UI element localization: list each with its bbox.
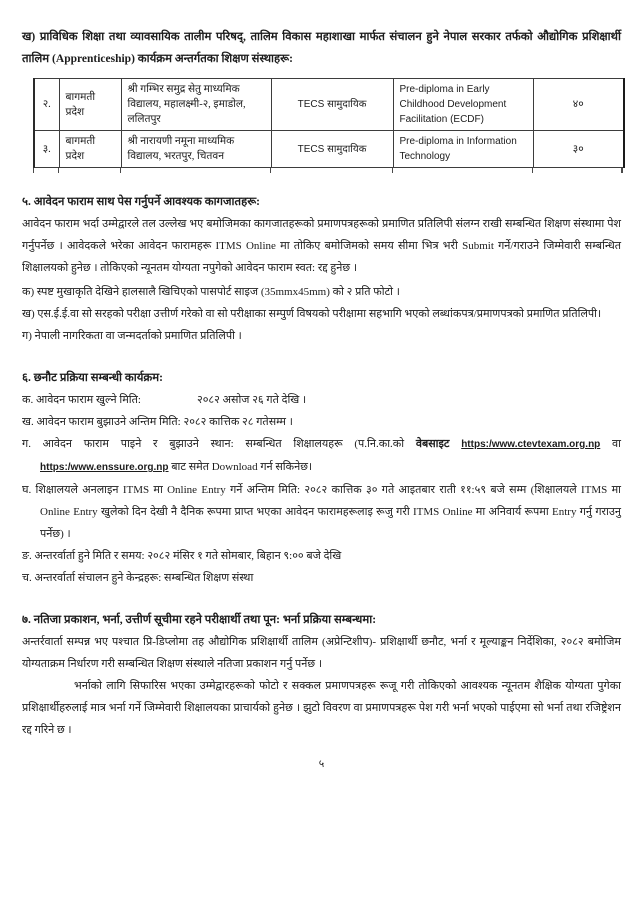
list-item-form-open-date — [22, 389, 621, 411]
school-name-cell: श्री गम्भिर समुद्र सेतु माध्यमिक विद्यालय, महालक्ष्मी-२, इमाडोल, ललितपुर — [121, 79, 271, 131]
list-item-form-location — [22, 433, 621, 479]
section7-paragraph2: भर्नाको लागि सिफारिस भएका उम्मेद्वारहरूको फोटो र सक्कल प्रमाणपत्रहरू रूजू गरी तोकिएको आवश्यक न्यूनतम शैक्षिक योग्यता पुगेका प्रशिक्षार्थीहरुलाई मात्र भर्ना गर्ने जिम्मेवारी शिक्षालयका प्राचार्यको हुनेछ । झुटो विवरण वा प्रमाणपत्रहरू पेश गरी भर्ना भएको पाईएमा सो भर्ना तथा रजिष्ट्रेशन रद्द गरिने छ । — [22, 680, 621, 736]
section7-paragraph1: अन्तर्रवार्ता सम्पन्न भए पश्चात प्रि-डिप्लोमा तह औद्योगिक प्रशिक्षार्थी तालिम (अप्रेन्टिशीप)- प्रशिक्षार्थी छनौट, भर्ना र मूल्याङ्कन निर्देशिका, २०८२ बमोजिम योग्यताक्रम निर्धारण गरी सम्बन्धित शिक्षण संस्थाले नतिजा प्रकाशन गर्नु पर्नेछ । — [22, 636, 621, 670]
list-item-interview-date: ङ. अन्तरर्वार्ता हुने मिति र समय: २०८२ मंसिर १ गते सोमबार, बिहान ९:०० बजे देखि — [22, 550, 342, 562]
list-item-interview-centers: च. अन्तरर्वार्ता संचालन हुने केन्द्रहरू: सम्बन्धित शिक्षण संस्था — [22, 572, 254, 584]
section5-heading: ५. आवेदन फाराम साथ पेस गर्नुपर्ने आवश्यक कागजातहरू: — [22, 196, 260, 208]
institutions-table — [33, 78, 625, 168]
serial-number-cell: ३. — [34, 131, 59, 168]
list-item: क) स्पष्ट मुखाकृति देखिने हालसालै खिचिएको पासपोर्ट साइज (35mmx45mm) को २ प्रति फोटो । — [22, 286, 400, 298]
section5-paragraph: आवेदन फाराम भर्दा उम्मेद्वारले तल उल्लेख भए बमोजिमका कागजातहरूको प्रमाणपत्रहरूको प्रमाणित प्रतिलिपी संलग्न राखी सम्बन्धित शिक्षण संस्थामा पेश गर्नुपर्नेछ । आवेदकले भरेका आवेदन फारामहरू ITMS Online मा तोकिए बमोजिमको समय सीमा भित्र भरी Submit गर्ने/गराउने जिम्मेवारी सम्बन्धित शिक्षालयको हुनेछ । तोकिएको न्यूनतम योग्यता नपुगेको आवेदन फाराम स्वत: रद्द हुनेछ । — [22, 218, 621, 274]
program-cell: Pre-diploma in Information Technology — [393, 131, 533, 168]
item-label: क. आवेदन फाराम खुल्ने मिति: — [22, 394, 141, 406]
intro-paragraph: ख) प्राविधिक शिक्षा तथा व्यावसायिक तालीम परिषद्, तालिम विकास महाशाखा मार्फत संचालन हुने नेपाल सरकार तर्फको औद्योगिक प्रशिक्षार्थी तालिम (Apprenticeship) कार्यक्रम अन्तर्गतका शिक्षण संस्थाहरू: — [22, 31, 621, 65]
item-text: ग. आवेदन फाराम पाइने र बुझाउने स्थान: सम्बन्धित शिक्षालयहरू (प.नि.का.को — [22, 438, 416, 450]
section5-item-list — [22, 281, 621, 347]
ctevtexam-link[interactable]: https:/www.ctevtexam.org.np — [461, 439, 601, 450]
item-value: २०८२ असोज २६ गते देखि । — [196, 394, 307, 406]
section6-item-list — [22, 389, 621, 589]
program-cell: Pre-diploma in Early Childhood Development Facilitation (ECDF) — [393, 79, 533, 131]
section7-heading: ७. नतिजा प्रकाशन, भर्ना, उत्तीर्ण सूचीमा रहने परीक्षार्थी तथा पून: भर्ना प्रक्रिया सम्बन्धमा: — [22, 614, 377, 626]
seats-cell: ३० — [533, 131, 624, 168]
province-cell: बागमती प्रदेश — [59, 131, 121, 168]
serial-number-cell: २. — [34, 79, 59, 131]
enssure-link[interactable]: https:/www.enssure.org.np — [40, 462, 169, 473]
list-item: ख) एस.ई.ई.वा सो सरहको परीक्षा उत्तीर्ण गरेको वा सो परीक्षाका सम्पुर्ण विषयको परीक्षामा सहभागि भएको लब्धांकपत्र/प्रमाणपत्रको प्रमाणित प्रतिलिपी। — [22, 308, 602, 320]
institution-type-cell: TECS सामुदायिक — [271, 79, 393, 131]
website-label: वेबसाइट — [415, 438, 462, 450]
province-cell: बागमती प्रदेश — [59, 79, 121, 131]
section6-heading: ६. छनौट प्रक्रिया सम्बन्धी कार्यक्रम: — [22, 372, 163, 384]
school-name-cell: श्री नारायणी नमूना माध्यमिक विद्यालय, भरतपुर, चितवन — [121, 131, 271, 168]
list-item-online-entry-deadline: घ. शिक्षालयले अनलाइन ITMS मा Online Entry गर्ने अन्तिम मिति: २०८२ कात्तिक ३० गते आइतबार राती ११:५९ बजे सम्म (शिक्षालयले ITMS मा Online Entry खुलेको दिन देखी नै दैनिक रूपमा प्राप्त भएका आवेदन फारामहरूलाइ रूजु गरी ITMS Online मा अनिवार्य रूपमा Entry गर्नु गराउनु पर्नेछ) । — [22, 484, 621, 540]
institution-type-cell: TECS सामुदायिक — [271, 131, 393, 168]
item-text: बाट समेत Download गर्न सकिनेछ। — [168, 461, 313, 473]
table-cutoff-row-stubs — [33, 168, 623, 174]
table-row — [34, 131, 624, 168]
seats-cell: ४० — [533, 79, 624, 131]
page-number: ५ — [318, 759, 325, 770]
table-row — [34, 79, 624, 131]
list-item: ग) नेपाली नागरिकता वा जन्मदर्ताको प्रमाणित प्रतिलिपी । — [22, 330, 242, 342]
list-item-form-deadline: ख. आवेदन फाराम बुझाउने अन्तिम मिति: २०८२ कात्तिक २८ गतेसम्म । — [22, 416, 293, 428]
item-text: वा — [600, 438, 621, 450]
